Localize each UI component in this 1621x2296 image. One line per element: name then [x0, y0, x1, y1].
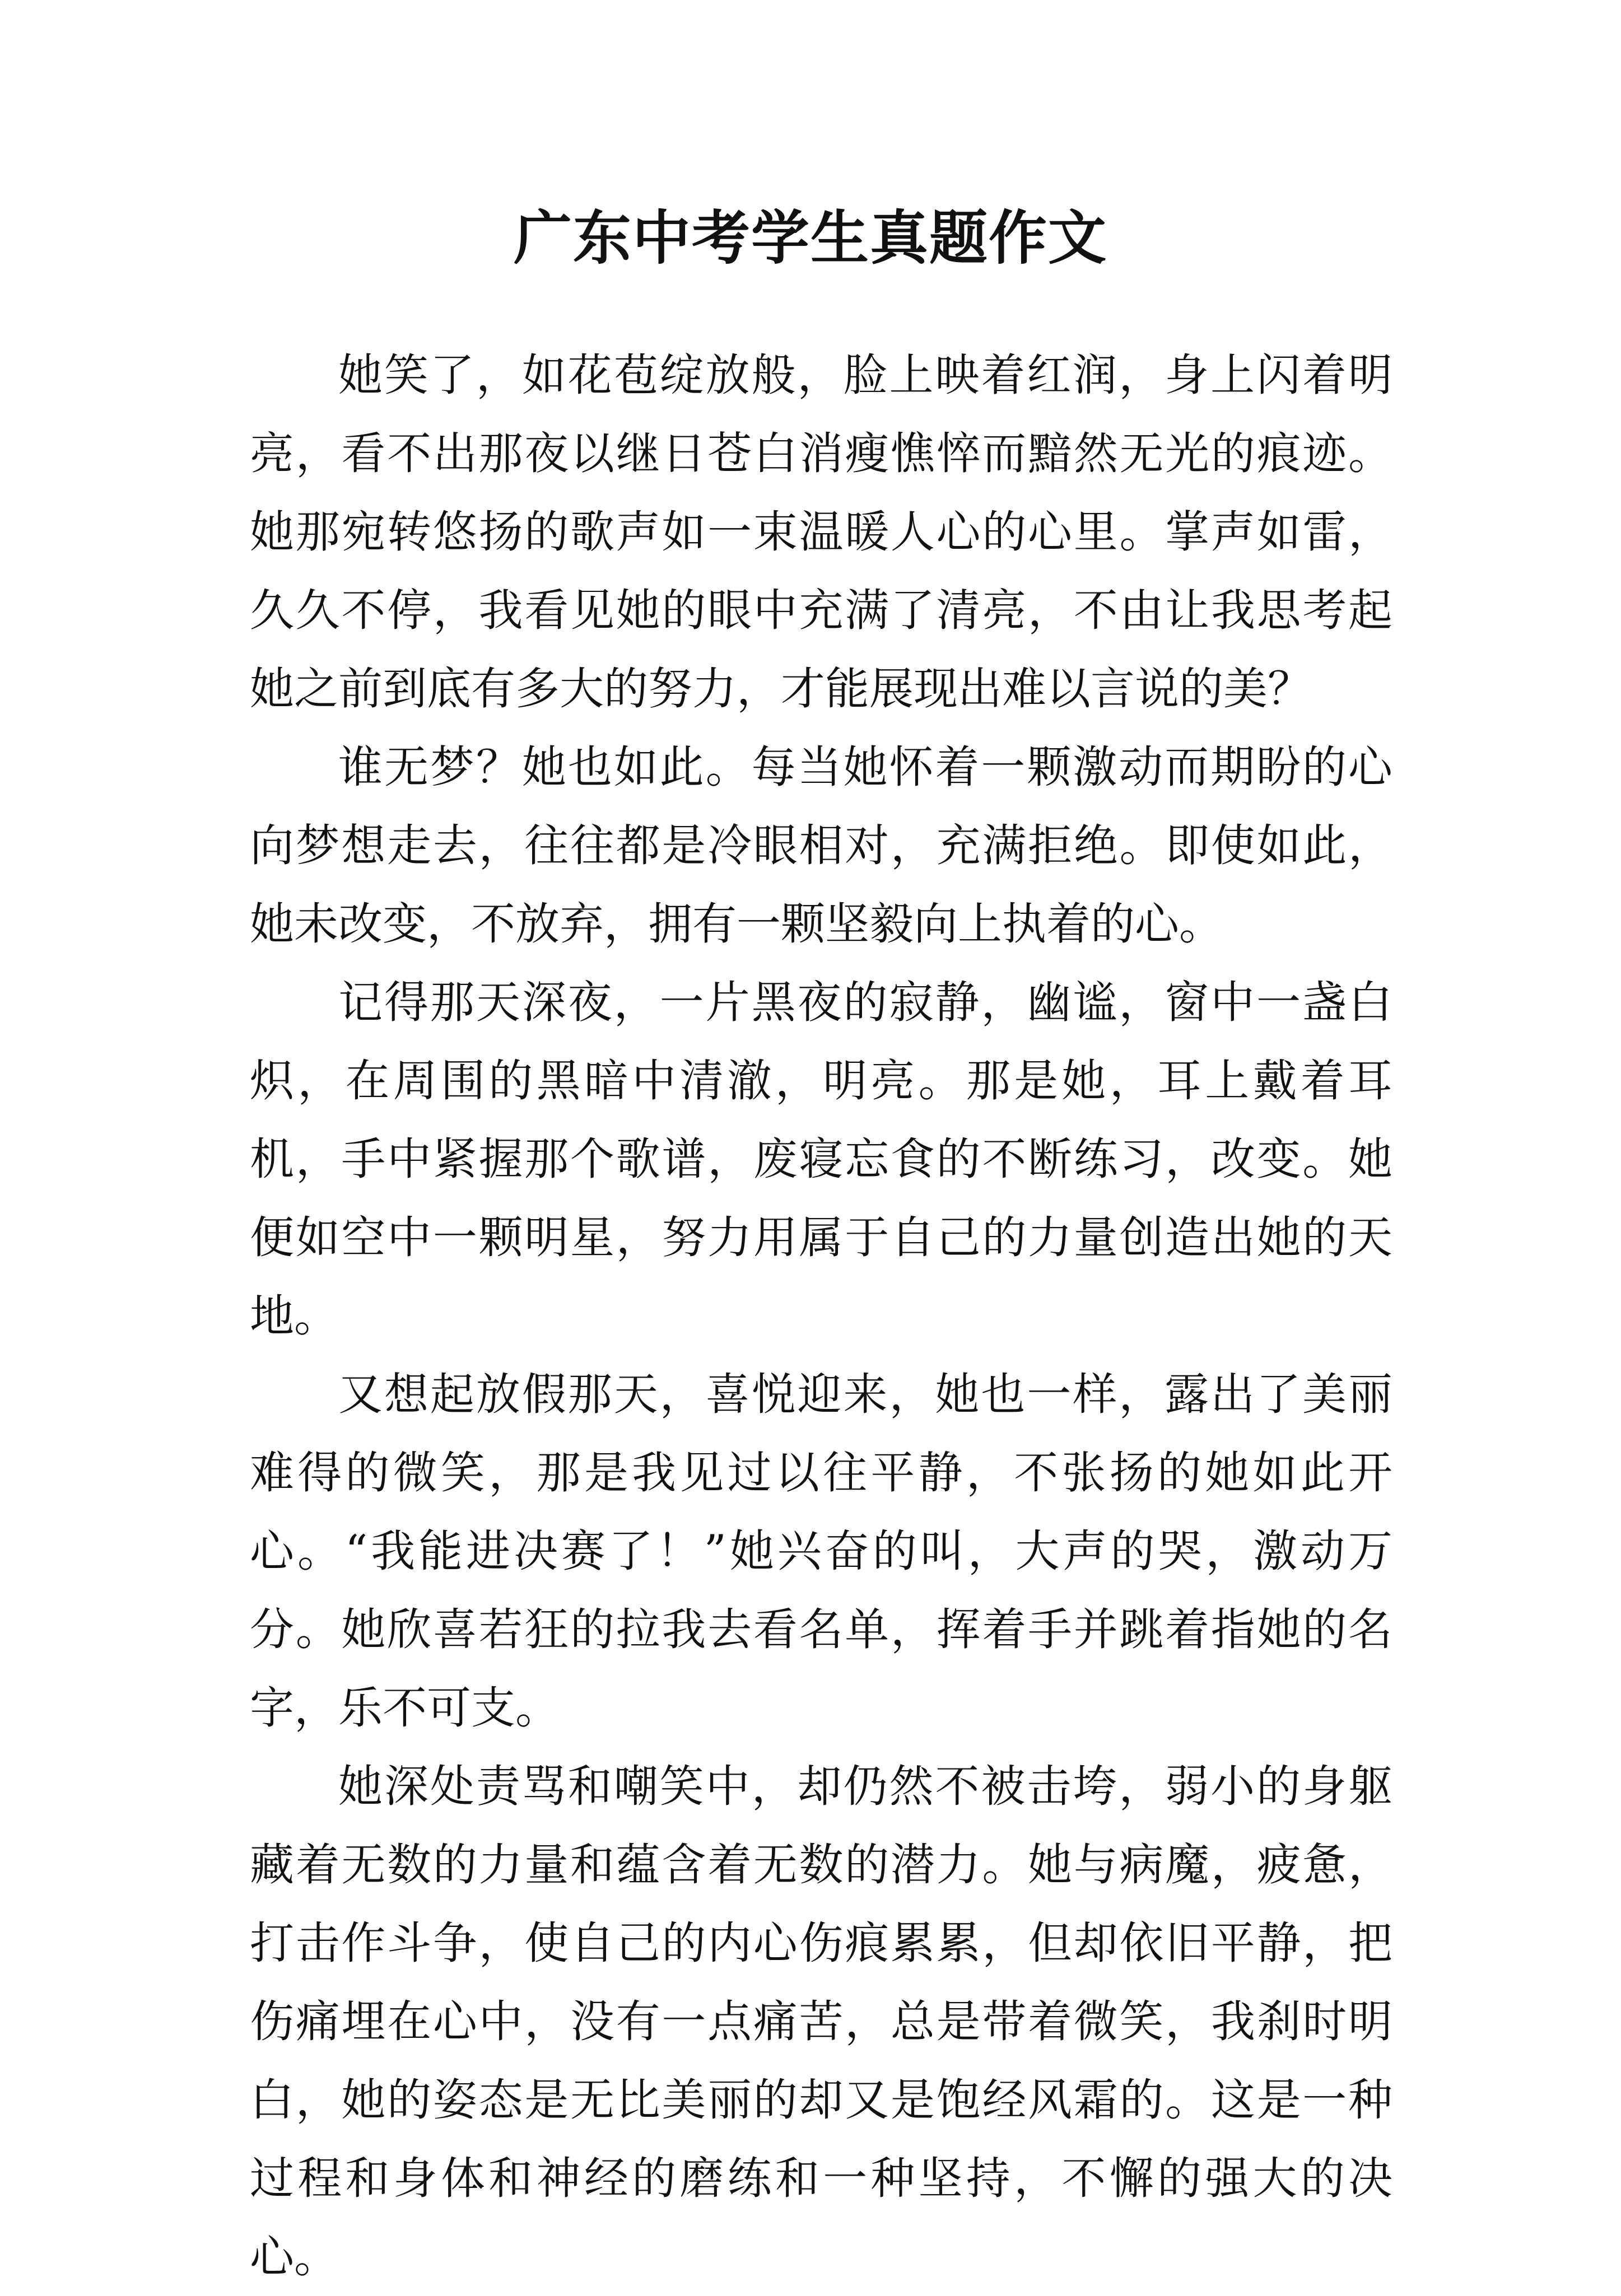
- document-title: 广东中考学生真题作文: [513, 203, 1107, 272]
- paragraph-2: 谁无梦？她也如此。每当她怀着一颗激动而期盼的心向梦想走去，往往都是冷眼相对，充满拒绝。即使如此，她未改变，不放弃，拥有一颗坚毅向上执着的心。: [250, 741, 1392, 950]
- paragraph-5: 她深处责骂和嘲笑中，却仍然不被击垮，弱小的身躯藏着无数的力量和蕴含着无数的潜力。她与病魔，疲惫，打击作斗争，使自己的内心伤痕累累，但却依旧平静，把伤痛埋在心中，没有一点痛苦，总是带着微笑，我刹时明白，她的姿态是无比美丽的却又是饱经风霜的。这是一种过程和身体和神经的磨练和一种坚持，不懈的强大的决心。: [250, 1761, 1392, 2283]
- paragraph-1: 她笑了，如花苞绽放般，脸上映着红润，身上闪着明亮，看不出那夜以继日苍白消瘦憔悴而黯然无光的痕迹。她那宛转悠扬的歌声如一束温暖人心的心里。掌声如雷，久久不停，我看见她的眼中充满了清亮，不由让我思考起她之前到底有多大的努力，才能展现出难以言说的美？: [250, 349, 1392, 715]
- paragraph-3: 记得那天深夜，一片黑夜的寂静，幽谧，窗中一盏白炽，在周围的黑暗中清澈，明亮。那是她，耳上戴着耳机，手中紧握那个歌谱，废寝忘食的不断练习，改变。她便如空中一颗明星，努力用属于自己的力量创造出她的天地。: [250, 977, 1392, 1342]
- paragraph-4: 又想起放假那天，喜悦迎来，她也一样，露出了美丽难得的微笑，那是我见过以往平静，不张扬的她如此开心。“我能进决赛了！”她兴奋的叫，大声的哭，激动万分。她欣喜若狂的拉我去看名单，挥着手并跳着指她的名字，乐不可支。: [250, 1369, 1392, 1734]
- document-body: [250, 336, 1392, 2296]
